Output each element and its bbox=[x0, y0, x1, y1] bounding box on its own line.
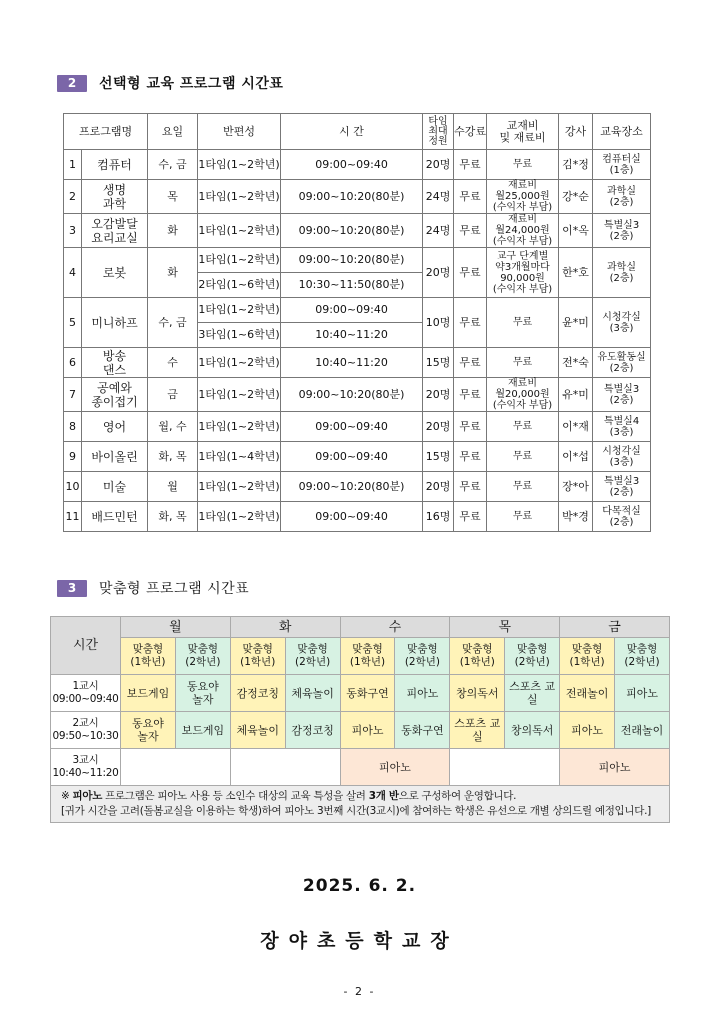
program-capacity: 20명 bbox=[423, 248, 454, 298]
period-row bbox=[51, 749, 670, 786]
row-number: 10 bbox=[64, 472, 82, 502]
header-class: 반편성 bbox=[198, 114, 281, 150]
note-text1: 프로그램은 피아노 사용 등 소인수 대상의 교육 특성을 살려 bbox=[102, 790, 369, 802]
program-day: 수 bbox=[148, 348, 198, 378]
program-place: 시청각실 (3층) bbox=[593, 442, 651, 472]
program-class: 1타임(1~2학년) bbox=[198, 180, 281, 214]
program-fee: 무료 bbox=[454, 150, 487, 180]
program-teacher: 김*정 bbox=[559, 150, 593, 180]
program-teacher: 전*숙 bbox=[559, 348, 593, 378]
program-class: 1타임(1~2학년) bbox=[198, 502, 281, 532]
schedule-cell: 체육놀이 bbox=[285, 675, 340, 712]
section1-number: 2 bbox=[57, 75, 87, 92]
fri-grade1: 맞춤형 (1학년) bbox=[560, 638, 615, 675]
program-teacher: 한*호 bbox=[559, 248, 593, 298]
time-header: 시간 bbox=[51, 617, 121, 675]
program-day: 화, 목 bbox=[148, 442, 198, 472]
program-material: 무료 bbox=[487, 442, 559, 472]
table-row bbox=[64, 442, 651, 472]
program-capacity: 20명 bbox=[423, 412, 454, 442]
day-header-row bbox=[51, 617, 670, 638]
program-class: 1타임(1~2학년) bbox=[198, 472, 281, 502]
program-material: 무료 bbox=[487, 348, 559, 378]
program-place: 특별실3 (2층) bbox=[593, 472, 651, 502]
program-place: 특별실4 (3층) bbox=[593, 412, 651, 442]
schedule-cell: 피아노 bbox=[560, 712, 615, 749]
program-teacher: 장*아 bbox=[559, 472, 593, 502]
fri-grade2: 맞춤형 (2학년) bbox=[615, 638, 670, 675]
program-time: 10:40~11:20 bbox=[281, 323, 423, 348]
thu-grade1: 맞춤형 (1학년) bbox=[450, 638, 505, 675]
program-time: 09:00~09:40 bbox=[281, 502, 423, 532]
header-time: 시 간 bbox=[281, 114, 423, 150]
note-line2: [귀가 시간을 고려(돌봄교실을 이용하는 학생)하여 피아노 3번째 시간(3교시)에 참여하는 학생은 유선으로 개별 상의드릴 예정입니다.] bbox=[61, 805, 651, 817]
period-label: 3교시 10:40~11:20 bbox=[51, 749, 121, 786]
program-time: 09:00~09:40 bbox=[281, 442, 423, 472]
program-capacity: 24명 bbox=[423, 180, 454, 214]
program-fee: 무료 bbox=[454, 442, 487, 472]
program-fee: 무료 bbox=[454, 472, 487, 502]
grade-header-row bbox=[51, 638, 670, 675]
program-day: 목 bbox=[148, 180, 198, 214]
schedule-cell: 감정코칭 bbox=[230, 675, 285, 712]
program-place: 컴퓨터실 (1층) bbox=[593, 150, 651, 180]
program-material: 무료 bbox=[487, 150, 559, 180]
program-class: 3타임(1~6학년) bbox=[198, 323, 281, 348]
program-name: 바이올린 bbox=[82, 442, 148, 472]
program-name: 배드민턴 bbox=[82, 502, 148, 532]
schedule-cell: 동요야 놀자 bbox=[121, 712, 176, 749]
program-time: 09:00~10:20(80분) bbox=[281, 472, 423, 502]
table-row bbox=[64, 180, 651, 214]
note-row bbox=[51, 786, 670, 823]
program-time: 10:30~11:50(80분) bbox=[281, 273, 423, 298]
row-number: 1 bbox=[64, 150, 82, 180]
program-class: 1타임(1~2학년) bbox=[198, 248, 281, 273]
table-row bbox=[64, 502, 651, 532]
header-fee: 수강료 bbox=[454, 114, 487, 150]
row-number: 8 bbox=[64, 412, 82, 442]
table-header-row bbox=[64, 114, 651, 150]
schedule-cell: 전래놀이 bbox=[560, 675, 615, 712]
table-row bbox=[64, 348, 651, 378]
table-row bbox=[64, 472, 651, 502]
table-row bbox=[64, 412, 651, 442]
wed-grade2: 맞춤형 (2학년) bbox=[395, 638, 450, 675]
program-class: 1타임(1~2학년) bbox=[198, 214, 281, 248]
note-line1 bbox=[61, 789, 659, 804]
schedule-cell: 스포츠 교실 bbox=[450, 712, 505, 749]
program-name: 미니하프 bbox=[82, 298, 148, 348]
program-name: 영어 bbox=[82, 412, 148, 442]
schedule-cell: 보드게임 bbox=[121, 675, 176, 712]
program-capacity: 15명 bbox=[423, 442, 454, 472]
header-day: 요일 bbox=[148, 114, 198, 150]
empty-cell bbox=[450, 749, 560, 786]
program-fee: 무료 bbox=[454, 180, 487, 214]
note-mark: ※ bbox=[61, 790, 73, 802]
schedule-cell: 보드게임 bbox=[175, 712, 230, 749]
day-fri: 금 bbox=[560, 617, 670, 638]
day-mon: 월 bbox=[121, 617, 231, 638]
program-fee: 무료 bbox=[454, 214, 487, 248]
wed-grade1: 맞춤형 (1학년) bbox=[340, 638, 395, 675]
schedule-cell: 피아노 bbox=[340, 712, 395, 749]
program-class: 2타임(1~6학년) bbox=[198, 273, 281, 298]
program-place: 과학실 (2층) bbox=[593, 248, 651, 298]
row-number: 11 bbox=[64, 502, 82, 532]
table-row bbox=[64, 214, 651, 248]
program-name: 컴퓨터 bbox=[82, 150, 148, 180]
program-class: 1타임(1~2학년) bbox=[198, 378, 281, 412]
header-program: 프로그램명 bbox=[64, 114, 148, 150]
table-row bbox=[64, 150, 651, 180]
program-time: 09:00~10:20(80분) bbox=[281, 378, 423, 412]
mon-grade2: 맞춤형 (2학년) bbox=[175, 638, 230, 675]
section1-title: 선택형 교육 프로그램 시간표 bbox=[99, 76, 284, 92]
program-place: 유도활동실 (2층) bbox=[593, 348, 651, 378]
table-row bbox=[64, 298, 651, 323]
program-material: 교구 단계별 약3개월마다 90,000원 (수익자 부담) bbox=[487, 248, 559, 298]
program-class: 1타임(1~2학년) bbox=[198, 412, 281, 442]
period-row bbox=[51, 675, 670, 712]
program-material: 무료 bbox=[487, 472, 559, 502]
thu-grade2: 맞춤형 (2학년) bbox=[505, 638, 560, 675]
program-name: 공예와 종이접기 bbox=[82, 378, 148, 412]
period-label: 1교시 09:00~09:40 bbox=[51, 675, 121, 712]
program-time: 09:00~09:40 bbox=[281, 298, 423, 323]
program-material: 무료 bbox=[487, 298, 559, 348]
program-time: 09:00~10:20(80분) bbox=[281, 214, 423, 248]
section2-heading bbox=[57, 578, 249, 598]
custom-program-table bbox=[50, 616, 670, 823]
program-capacity: 20명 bbox=[423, 378, 454, 412]
program-teacher: 이*옥 bbox=[559, 214, 593, 248]
row-number: 6 bbox=[64, 348, 82, 378]
wed-piano-cell: 피아노 bbox=[340, 749, 450, 786]
empty-cell bbox=[121, 749, 231, 786]
tue-grade2: 맞춤형 (2학년) bbox=[285, 638, 340, 675]
program-class: 1타임(1~4학년) bbox=[198, 442, 281, 472]
program-capacity: 20명 bbox=[423, 150, 454, 180]
day-wed: 수 bbox=[340, 617, 450, 638]
program-fee: 무료 bbox=[454, 412, 487, 442]
header-place: 교육장소 bbox=[593, 114, 651, 150]
program-place: 특별실3 (2층) bbox=[593, 378, 651, 412]
section2-title: 맞춤형 프로그램 시간표 bbox=[99, 581, 250, 597]
program-class: 1타임(1~2학년) bbox=[198, 150, 281, 180]
program-fee: 무료 bbox=[454, 298, 487, 348]
schedule-cell: 동화구연 bbox=[395, 712, 450, 749]
program-time: 09:00~10:20(80분) bbox=[281, 248, 423, 273]
program-teacher: 유*미 bbox=[559, 378, 593, 412]
program-name: 미술 bbox=[82, 472, 148, 502]
program-day: 화, 목 bbox=[148, 502, 198, 532]
program-fee: 무료 bbox=[454, 378, 487, 412]
program-place: 다목적실 (2층) bbox=[593, 502, 651, 532]
row-number: 9 bbox=[64, 442, 82, 472]
program-teacher: 박*경 bbox=[559, 502, 593, 532]
note-text2: 으로 구성하여 운영합니다. bbox=[398, 790, 517, 802]
program-teacher: 이*재 bbox=[559, 412, 593, 442]
day-tue: 화 bbox=[230, 617, 340, 638]
schedule-cell: 피아노 bbox=[615, 675, 670, 712]
note-classes: 3개 반 bbox=[368, 790, 399, 802]
program-material: 재료비 월20,000원 (수익자 부담) bbox=[487, 378, 559, 412]
schedule-cell: 스포츠 교실 bbox=[505, 675, 560, 712]
program-capacity: 24명 bbox=[423, 214, 454, 248]
page-number: - 2 - bbox=[343, 985, 376, 998]
schedule-cell: 동요야 놀자 bbox=[175, 675, 230, 712]
principal-signature: 장야초등학교장 bbox=[260, 930, 459, 952]
header-material: 교재비 및 재료비 bbox=[487, 114, 559, 150]
document-date: 2025. 6. 2. bbox=[302, 876, 417, 896]
period-row bbox=[51, 712, 670, 749]
program-class: 1타임(1~2학년) bbox=[198, 348, 281, 378]
program-place: 과학실 (2층) bbox=[593, 180, 651, 214]
program-day: 월 bbox=[148, 472, 198, 502]
schedule-cell: 체육놀이 bbox=[230, 712, 285, 749]
elective-program-table bbox=[63, 113, 651, 532]
note bbox=[51, 786, 670, 823]
program-place: 시청각실 (3층) bbox=[593, 298, 651, 348]
program-name: 오감발달 요리교실 bbox=[82, 214, 148, 248]
program-capacity: 16명 bbox=[423, 502, 454, 532]
row-number: 2 bbox=[64, 180, 82, 214]
program-time: 09:00~09:40 bbox=[281, 412, 423, 442]
schedule-cell: 동화구연 bbox=[340, 675, 395, 712]
note-piano: 피아노 bbox=[72, 790, 103, 802]
program-material: 재료비 월24,000원 (수익자 부담) bbox=[487, 214, 559, 248]
program-material: 재료비 월25,000원 (수익자 부담) bbox=[487, 180, 559, 214]
program-fee: 무료 bbox=[454, 502, 487, 532]
program-day: 금 bbox=[148, 378, 198, 412]
row-number: 4 bbox=[64, 248, 82, 298]
program-teacher: 이*섭 bbox=[559, 442, 593, 472]
empty-cell bbox=[230, 749, 340, 786]
mon-grade1: 맞춤형 (1학년) bbox=[121, 638, 176, 675]
section2-number: 3 bbox=[57, 580, 87, 597]
schedule-cell: 창의독서 bbox=[505, 712, 560, 749]
program-material: 무료 bbox=[487, 502, 559, 532]
day-thu: 목 bbox=[450, 617, 560, 638]
program-class: 1타임(1~2학년) bbox=[198, 298, 281, 323]
program-time: 09:00~09:40 bbox=[281, 150, 423, 180]
program-teacher: 윤*미 bbox=[559, 298, 593, 348]
program-capacity: 10명 bbox=[423, 298, 454, 348]
program-name: 생명 과학 bbox=[82, 180, 148, 214]
row-number: 3 bbox=[64, 214, 82, 248]
program-fee: 무료 bbox=[454, 248, 487, 298]
table-row bbox=[64, 378, 651, 412]
program-day: 화 bbox=[148, 214, 198, 248]
program-day: 화 bbox=[148, 248, 198, 298]
program-day: 수, 금 bbox=[148, 150, 198, 180]
schedule-cell: 감정코칭 bbox=[285, 712, 340, 749]
schedule-cell: 창의독서 bbox=[450, 675, 505, 712]
fri-piano-cell: 피아노 bbox=[560, 749, 670, 786]
table-row bbox=[64, 248, 651, 273]
section1-heading bbox=[57, 73, 283, 93]
program-day: 수, 금 bbox=[148, 298, 198, 348]
program-capacity: 20명 bbox=[423, 472, 454, 502]
program-teacher: 강*순 bbox=[559, 180, 593, 214]
program-fee: 무료 bbox=[454, 348, 487, 378]
program-time: 10:40~11:20 bbox=[281, 348, 423, 378]
header-teacher: 강사 bbox=[559, 114, 593, 150]
program-time: 09:00~10:20(80분) bbox=[281, 180, 423, 214]
schedule-cell: 피아노 bbox=[395, 675, 450, 712]
tue-grade1: 맞춤형 (1학년) bbox=[230, 638, 285, 675]
row-number: 7 bbox=[64, 378, 82, 412]
period-label: 2교시 09:50~10:30 bbox=[51, 712, 121, 749]
schedule-cell: 전래놀이 bbox=[615, 712, 670, 749]
header-capacity: 타임 최대 정원 bbox=[423, 114, 454, 150]
program-capacity: 15명 bbox=[423, 348, 454, 378]
program-name: 방송 댄스 bbox=[82, 348, 148, 378]
program-day: 월, 수 bbox=[148, 412, 198, 442]
row-number: 5 bbox=[64, 298, 82, 348]
program-material: 무료 bbox=[487, 412, 559, 442]
program-place: 특별실3 (2층) bbox=[593, 214, 651, 248]
program-name: 로봇 bbox=[82, 248, 148, 298]
